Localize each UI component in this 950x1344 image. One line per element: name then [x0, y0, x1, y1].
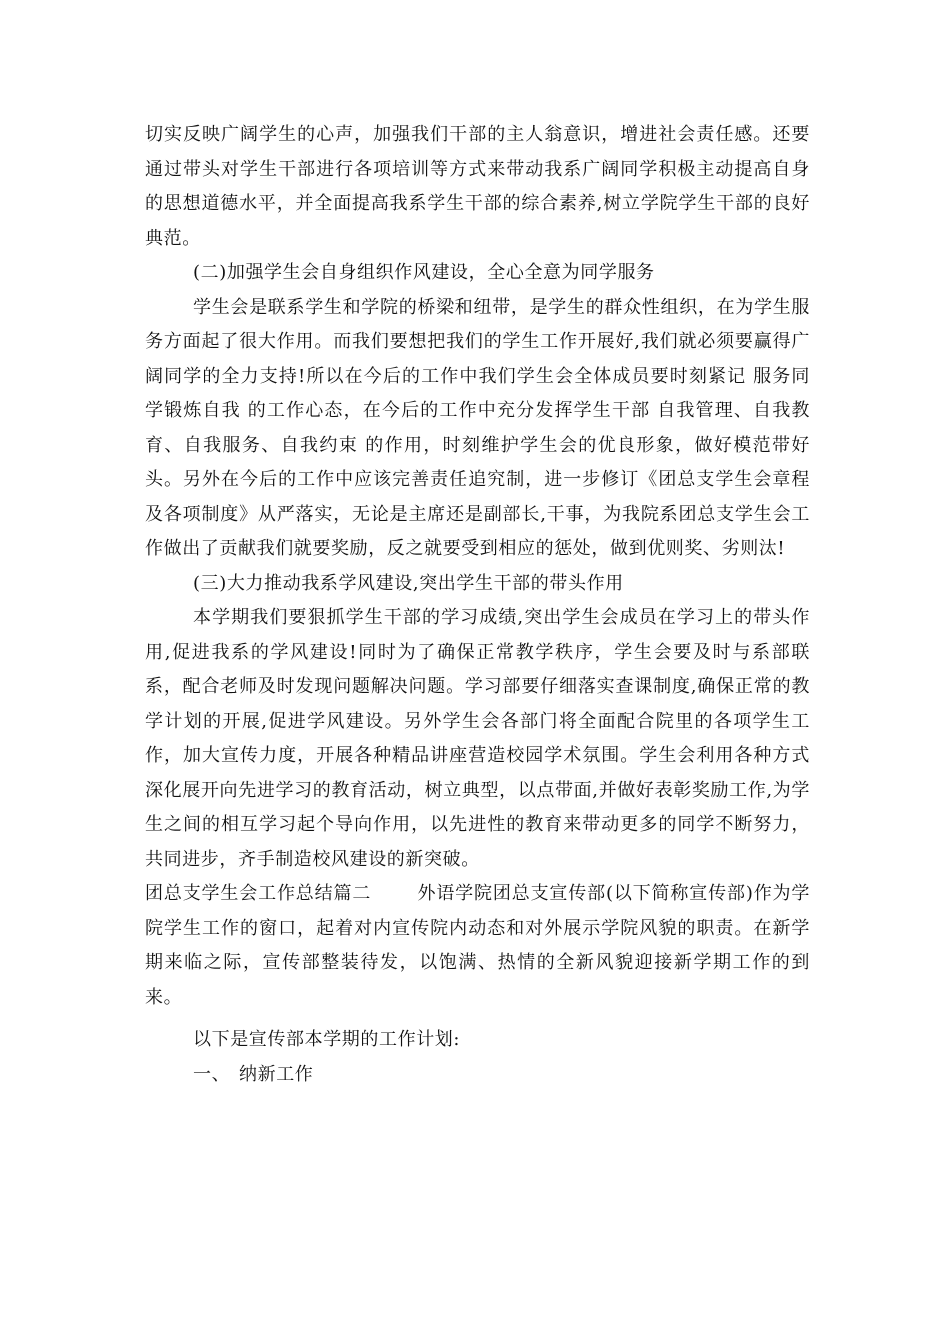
section-title: 团总支学生会工作总结篇二 — [145, 883, 372, 904]
paragraph-study-style: 本学期我们要狠抓学生干部的学习成绩,突出学生会成员在学习上的带头作用,促进我系的学风建设!同时为了确保正常教学秩序，学生会要及时与系部联系，配合老师及时发现问题解决问题。学习部要仔细落实查课制度,确保正常的教学计划的开展,促进学风建设。另外学生会各部门将全面配合院里的各项学生工作，加大宣传力度，开展各种精品讲座营造校园学术氛围。学生会利用各种方式深化展开向先进学习的教育活动，树立典型，以点带面,并做好表彰奖励工作,为学生之间的相互学习起个导向作用，以先进性的教育来带动更多的同学不断努力，共同进步，齐手制造校风建设的新突破。 — [145, 607, 810, 870]
list-marker: 一、 — [193, 1063, 231, 1085]
subheading-study-style: (三)大力推动我系学风建设,突出学生干部的带头作用 — [193, 572, 624, 594]
document-page — [145, 118, 810, 1092]
section-lead-text: 外语学院团总支宣传部(以下简称宣传部)作为学院学生工作的窗口，起着对内宣传院内动态和对外展示学院风貌的职责。在新学期来临之际，宣传部整装待发，以饱满、热情的全新风貌迎接新学期工作的到来。 — [145, 883, 810, 1008]
plan-intro: 以下是宣传部本学期的工作计划: — [193, 1029, 461, 1050]
paragraph-student-union-service: 学生会是联系学生和学院的桥梁和纽带，是学生的群众性组织，在为学生服务方面起了很大作用。而我们要想把我们的学生工作开展好,我们就必须要赢得广阔同学的全力支持!所以在今后的工作中我们学生会全体成员要时刻紧记 服务同学锻炼自我 的工作心态，在今后的工作中充分发挥学生干部 自我管理、自我教育、自我服务、自我约束 的作用，时刻维护学生会的优良形象，做好模范带好头。另外在今后的工作中应该完善责任追究制，进一步修订《团总支学生会章程及各项制度》从严落实，无论是主席还是副部长,干事，为我院系团总支学生会工作做出了贡献我们就要奖励，反之就要受到相应的惩处，做到优则奖、劣则汰! — [145, 296, 810, 559]
list-item-recruitment — [145, 1058, 810, 1093]
list-item-label: 纳新工作 — [239, 1063, 314, 1085]
subheading-organization-style: (二)加强学生会自身组织作风建设，全心全意为同学服务 — [193, 262, 655, 283]
paragraph-cadre-awareness: 切实反映广阔学生的心声，加强我们干部的主人翁意识，增进社会责任感。还要通过带头对学生干部进行各项培训等方式来带动我系广阔同学积极主动提高自身的思想道德水平，并全面提高我系学生干部的综合素养,树立学院学生干部的良好典范。 — [145, 124, 810, 249]
section-two-paragraph — [145, 877, 810, 1015]
